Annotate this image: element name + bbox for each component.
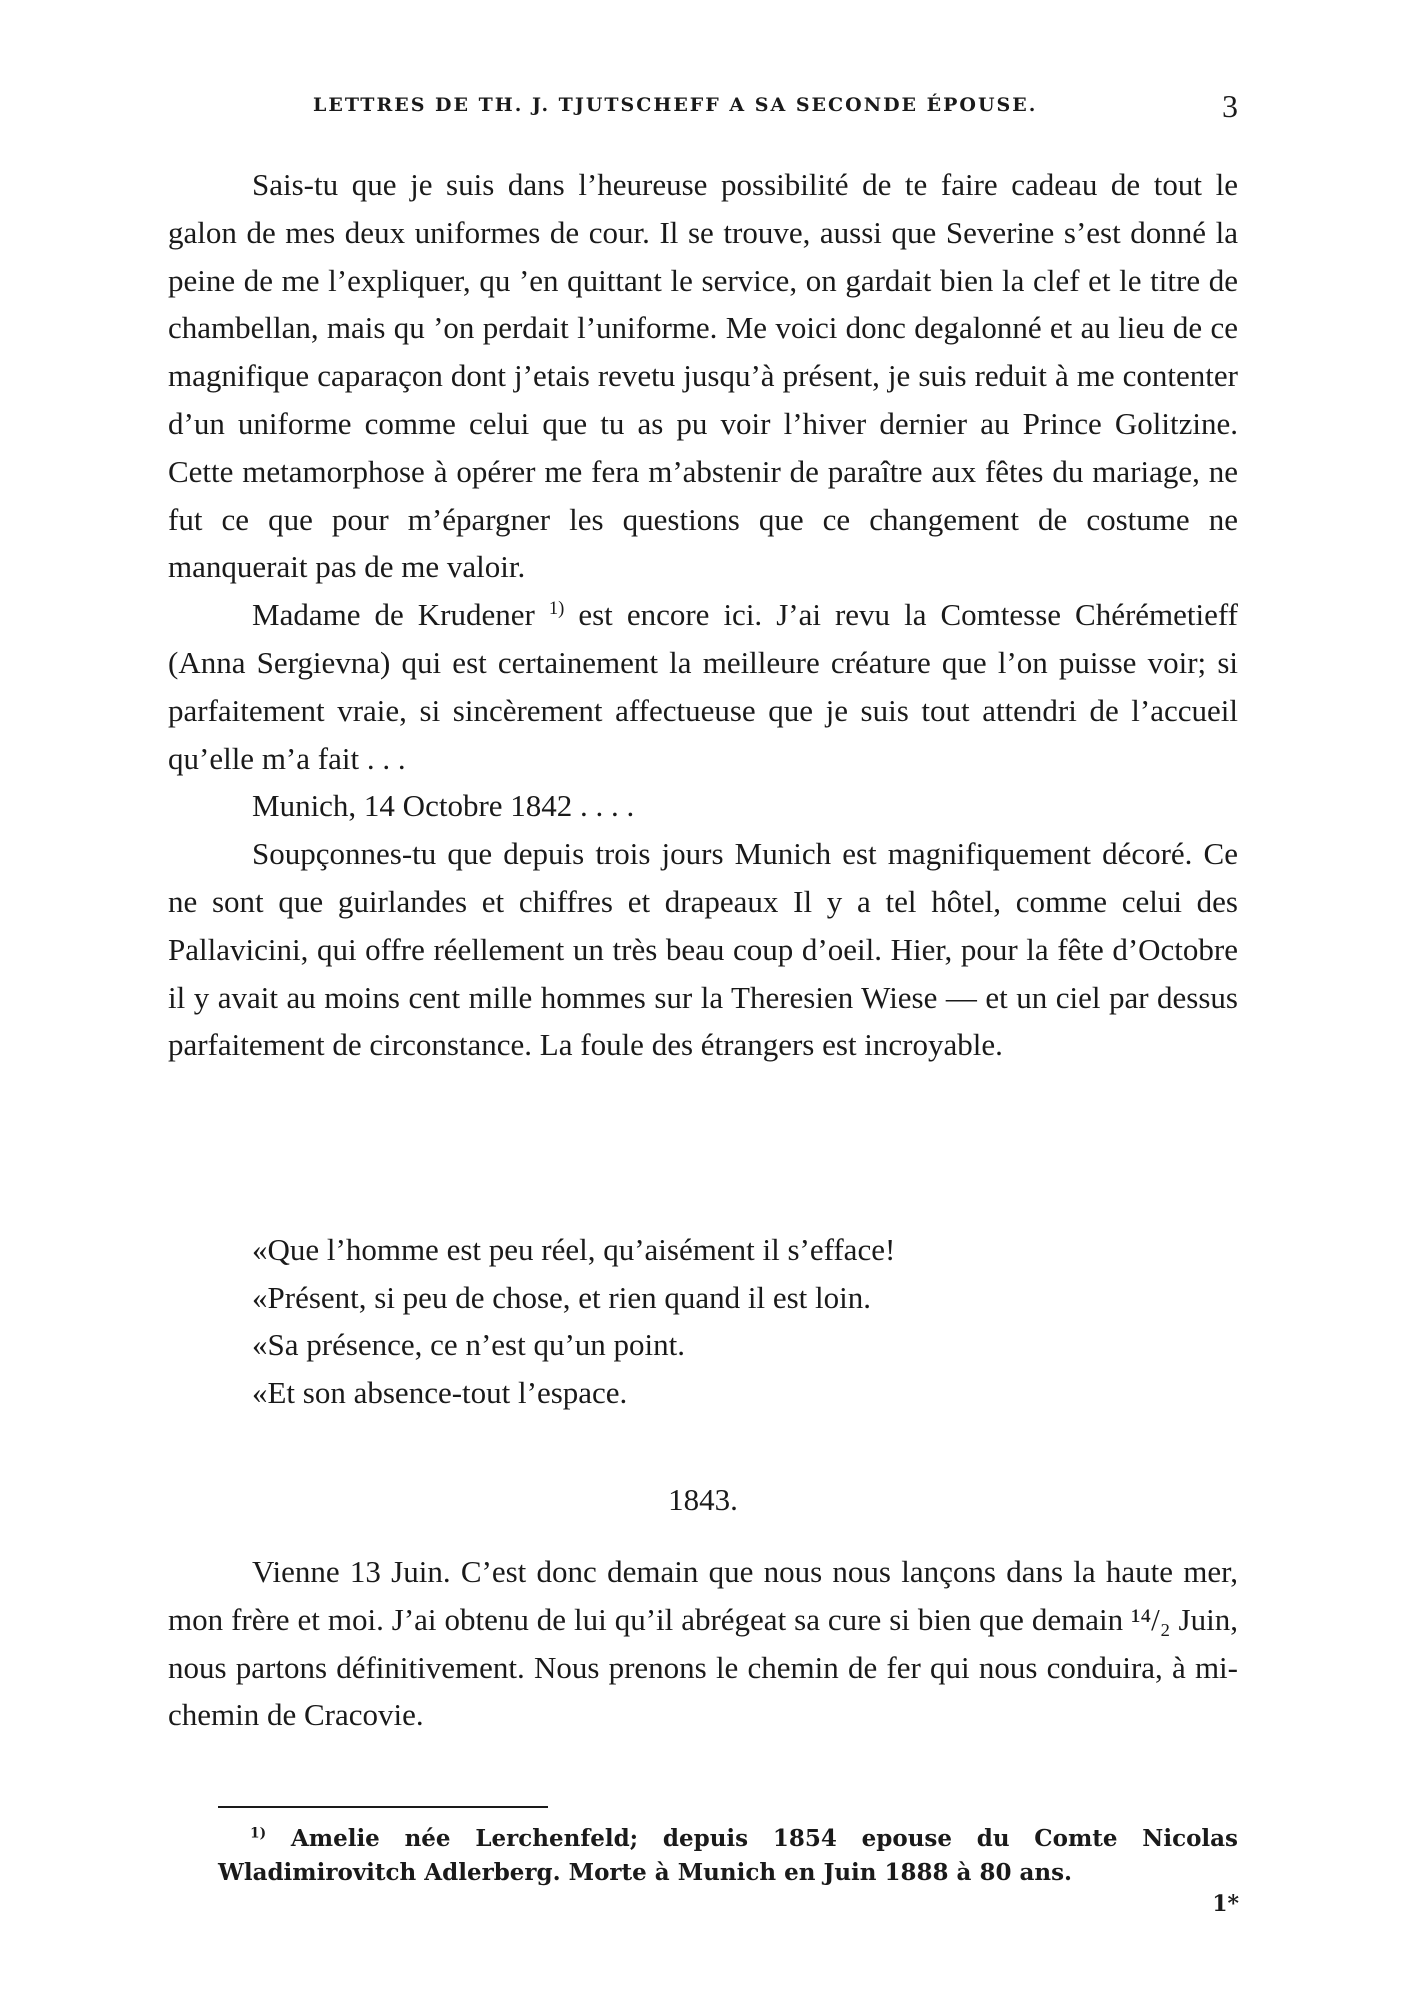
- verse-line: «Présent, si peu de chose, et rien quand il est loin.: [252, 1279, 872, 1315]
- signature-mark: 1*: [1212, 1891, 1239, 1917]
- footnote-body: [218, 1822, 1238, 1890]
- verse-line: «Que l’homme est peu réel, qu’aisément il s’efface!: [252, 1232, 896, 1267]
- footnote-divider: [218, 1806, 548, 1808]
- paragraph-krudener-rest: est encore ici. J’ai revu la Comtesse Chérémetieff (Anna Sergievna) qui est certainement la meilleure créature que l’on puisse voir; si parfaitement vraie, si sincèrement affectueuse que je suis tout attendri de l’accueil qu’elle m’a fait . . .: [168, 597, 1238, 776]
- main-text: [168, 161, 1238, 1069]
- paragraph-krudener: [168, 591, 1238, 782]
- running-head: [168, 88, 1238, 128]
- footnote-text: Amelie née Lerchenfeld; depuis 1854 epouse du Comte Nicolas Wladimirovitch Adlerberg. Morte à Munich en Juin 1888 à 80 ans.: [218, 1825, 1238, 1886]
- vienna-text: [168, 1548, 1238, 1739]
- verse-line: «Sa présence, ce n’est qu’un point.: [252, 1327, 686, 1362]
- section-heading: [168, 1476, 1238, 1524]
- paragraph-krudener-start: Madame de Krudener: [252, 597, 535, 633]
- footnote: [218, 1822, 1238, 1890]
- footnote-mark: 1): [250, 1825, 267, 1842]
- paragraph-munich: Soupçonnes-tu que depuis trois jours Munich est magnifiquement décoré. Ce ne sont que guirlandes et chiffres et drapeaux Il y a tel hôtel, comme celui des Pallavicini, qui offre réellement un très beau coup d’oeil. Hier, pour la fête d’Octobre il y avait au moins cent mille hommes sur la Theresien Wiese — et un ciel par dessus parfaitement de circonstance. La foule des étrangers est incroyable.: [168, 836, 1238, 1063]
- verse-block: [168, 1226, 1238, 1416]
- running-title: LETTRES DE TH. J. TJUTSCHEFF A SA SECONDE ÉPOUSE.: [313, 94, 1038, 116]
- paragraph-galon: Sais-tu que je suis dans l’heureuse possibilité de te faire cadeau de tout le galon de mes deux uniformes de cour. Il se trouve, aussi que Severine s’est donné la peine de me l’expliquer, qu ’en quittant le service, on gardait bien la clef et le titre de chambellan, mais qu ’on perdait l’uniforme. Me voici donc degalonné et au lieu de ce magnifique caparaçon dont j’etais revetu jusqu’à présent, je suis reduit à me contenter d’un uniforme comme celui que tu as pu voir l’hiver dernier au Prince Golitzine. Cette metamorphose à opérer me fera m’abstenir de paraître aux fêtes du mariage, ne fut ce que pour m’épargner les questions que ce changement de costume ne manquerait pas de me valoir.: [168, 167, 1238, 585]
- page-number: 3: [1222, 88, 1238, 124]
- footnote-reference: 1): [548, 598, 565, 620]
- dateline: Munich, 14 Octobre 1842 . . . .: [252, 788, 635, 824]
- section-year: 1843.: [668, 1482, 738, 1517]
- verse-line: «Et son absence-tout l’espace.: [252, 1374, 628, 1410]
- paragraph-vienne: Vienne 13 Juin. C’est donc demain que nous nous lançons dans la haute mer, mon frère et moi. J’ai obtenu de lui qu’il abrégeat sa cure si bien que demain ¹⁴/₂ Juin, nous partons définitivement. Nous prenons le chemin de fer qui nous conduira, à mi-chemin de Cracovie.: [168, 1554, 1238, 1733]
